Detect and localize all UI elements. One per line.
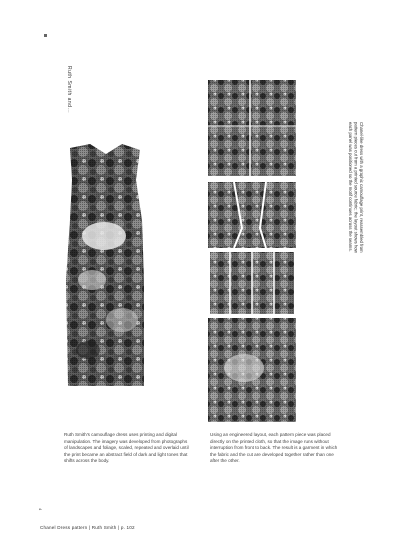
body-text-left: Ruth Smith's camouflage dress uses printing and digital manipulation. The imagery was developed from photographs of landscapes and foliage, scaled, repeated and overlaid until the print became an abstract field of dark and light tones that shifts across the body. <box>64 432 189 464</box>
crop-mark <box>44 34 47 37</box>
pattern-layout-image <box>204 78 300 424</box>
footer-mark: 4 <box>38 508 43 511</box>
dress-image <box>52 140 160 390</box>
page-footer: Chanel Dress pattern | Ruth Smith | p. 102 <box>40 525 135 530</box>
side-label: Ruth Smith and... <box>66 66 72 114</box>
figure-caption: Chanel-like dress with a graphic camouflage print, reassembled from pattern pieces cut from a printed source fabric; the layout shows how each panel was positioned so the motif continues across the seams. <box>348 122 364 253</box>
body-text-right: Using an engineered layout, each pattern piece was placed directly on the printed cloth, so that the image runs without interruption from front to back. The result is a garment in which the fabric and the cut are developed together rather than one after the other. <box>210 432 338 464</box>
